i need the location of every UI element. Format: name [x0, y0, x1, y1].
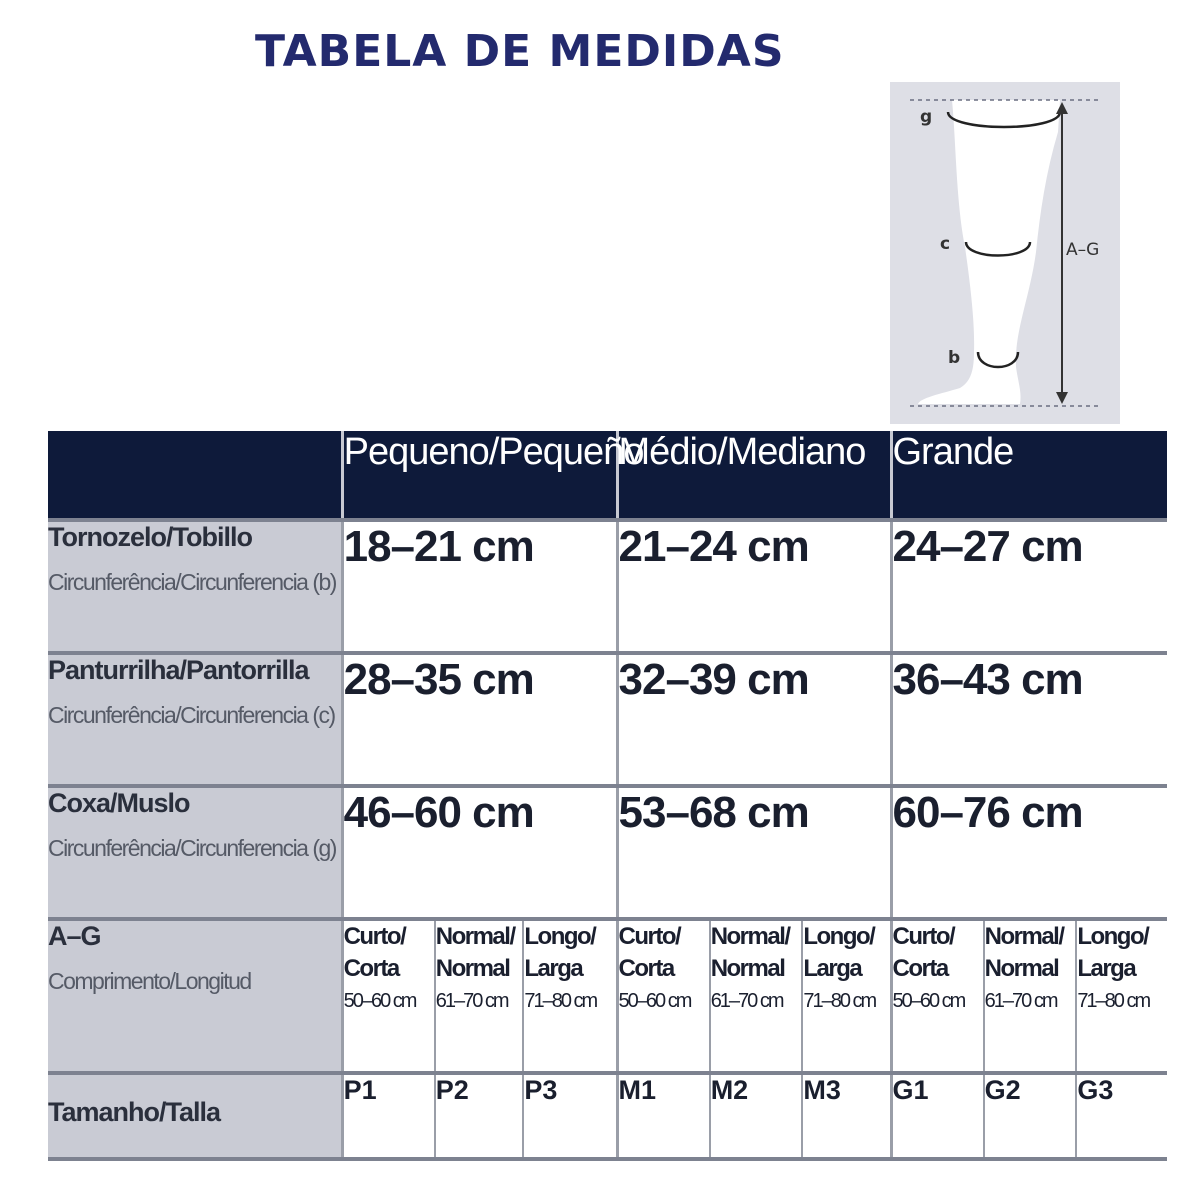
ankle-small-value: 18–21 cm [342, 520, 617, 653]
size-code: P1 [342, 1073, 435, 1159]
header-large: Grande [891, 431, 1167, 520]
length-cell: Longo/ Larga 71–80 cm [1076, 919, 1167, 1073]
length-cell: Curto/ Corta 50–60 cm [891, 919, 984, 1073]
size-code: M2 [710, 1073, 803, 1159]
page-title: TABELA DE MEDIDAS [255, 26, 785, 77]
thigh-small-value: 46–60 cm [342, 786, 617, 919]
row-label-thigh [48, 786, 342, 919]
thigh-medium-value: 53–68 cm [617, 786, 891, 919]
leg-measurement-diagram [890, 82, 1120, 424]
row-subtitle: Circunferência/Circunferencia (b) [48, 569, 336, 596]
calf-medium-value: 32–39 cm [617, 653, 891, 786]
calf-small-value: 28–35 cm [342, 653, 617, 786]
ankle-medium-value: 21–24 cm [617, 520, 891, 653]
size-code: P2 [435, 1073, 524, 1159]
header-medium: Médio/Mediano [617, 431, 891, 520]
length-cell: Curto/ Corta 50–60 cm [617, 919, 710, 1073]
row-title: Coxa/Muslo [48, 787, 190, 818]
table-row-thigh [48, 786, 1167, 919]
row-title: A–G [48, 920, 101, 951]
row-subtitle: Circunferência/Circunferencia (g) [48, 834, 336, 861]
length-cell: Normal/ Normal 61–70 cm [710, 919, 803, 1073]
header-corner [48, 431, 342, 520]
length-cell: Longo/ Larga 71–80 cm [802, 919, 891, 1073]
row-subtitle: Comprimento/Longitud [48, 967, 251, 994]
row-title: Panturrilha/Pantorrilla [48, 655, 309, 686]
size-code: G1 [891, 1073, 984, 1159]
length-cell: Curto/ Corta 50–60 cm [342, 919, 435, 1073]
thigh-large-value: 60–76 cm [891, 786, 1167, 919]
calf-large-value: 36–43 cm [891, 653, 1167, 786]
row-subtitle: Circunferência/Circunferencia (c) [48, 702, 335, 729]
row-label-length [48, 919, 342, 1073]
size-code: M1 [617, 1073, 710, 1159]
label-b: b [948, 348, 961, 368]
row-title: Tornozelo/Tobillo [48, 522, 252, 553]
table-row-ankle [48, 520, 1167, 653]
length-cell: Longo/ Larga 71–80 cm [523, 919, 617, 1073]
row-label-ankle [48, 520, 342, 653]
length-cell: Normal/ Normal 61–70 cm [435, 919, 524, 1073]
table-row-size [48, 1073, 1167, 1159]
size-chart-table [48, 431, 1167, 1161]
header-row [48, 431, 1167, 520]
row-label-size [48, 1073, 342, 1159]
length-cell: Normal/ Normal 61–70 cm [984, 919, 1077, 1073]
label-c: c [940, 234, 951, 254]
label-g: g [920, 107, 933, 127]
size-code: M3 [802, 1073, 891, 1159]
row-label-calf [48, 653, 342, 786]
header-small: Pequeno/Pequeño [342, 431, 617, 520]
size-code: G2 [984, 1073, 1077, 1159]
row-title: Tamanho/Talla [48, 1096, 221, 1127]
ankle-large-value: 24–27 cm [891, 520, 1167, 653]
size-code: G3 [1076, 1073, 1167, 1159]
size-code: P3 [523, 1073, 617, 1159]
table-row-length [48, 919, 1167, 1073]
label-ag: A–G [1066, 240, 1100, 260]
table-row-calf [48, 653, 1167, 786]
